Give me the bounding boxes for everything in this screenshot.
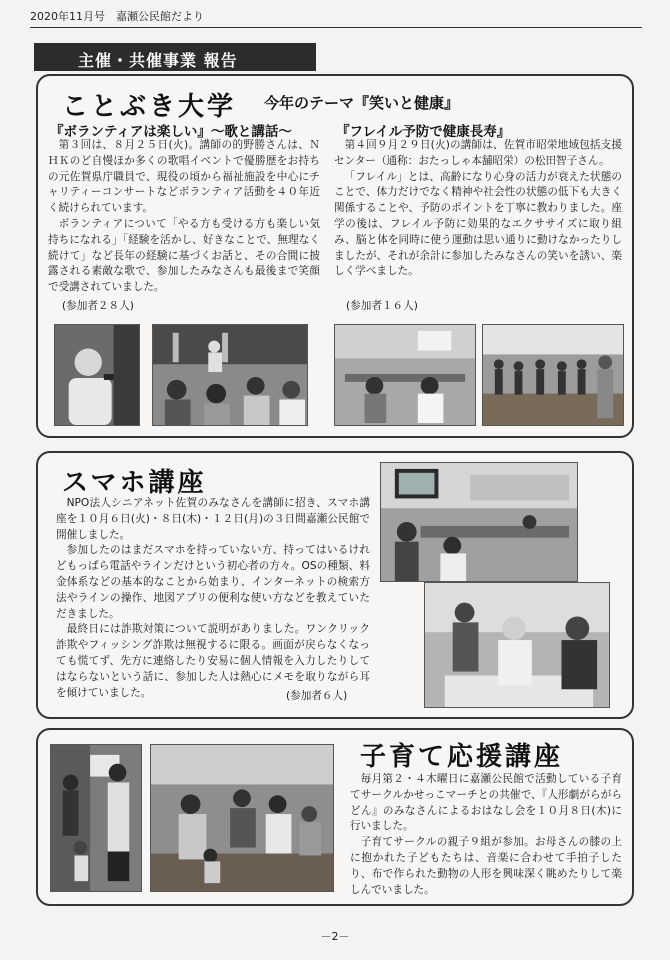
paragraph: 第３回は、８月２５日(火)。講師の的野勝さんは、ＮＨＫのど自慢ほか多くの歌唱イベントで優勝歴をお持ちの元佐賀県庁職員で、現役の頃から福祉施設を中心にチャリティーコンサートなどボランティア活動を４０年近く続けられています。 xyxy=(48,139,320,215)
participant-count: (参加者１６人) xyxy=(346,300,418,312)
section-banner: 主催・共催事業 報告 xyxy=(34,43,316,71)
photo-storytime-audience xyxy=(150,744,334,892)
paragraph: 「フレイル」とは、高齢になり心身の活力が衰えた状態のことで、体力だけでなく精神や社会性の状態の低下も大きく関係することや、予防のポイントを丁寧に教わりました。座学の後は、フレイル予防に効果的なエクササイズに取り組み、脳と体を同時に使う運動は思い通りに動けなかったりしましたが、それが余計に参加したみなさんの笑いを誘い、楽しく学べました。 xyxy=(334,170,622,278)
issue-header: 2020年11月号 嘉瀬公民館だより xyxy=(30,10,204,23)
kosodate-text xyxy=(350,772,622,898)
kotobuki-right-text xyxy=(334,138,622,280)
kosodate-title: 子育て応援講座 xyxy=(360,742,564,772)
page-number: －2－ xyxy=(320,930,350,943)
participant-count: (参加者６人) xyxy=(286,690,348,702)
kotobuki-theme: 今年のテーマ『笑いと健康』 xyxy=(264,94,460,112)
paragraph: 毎月第２・４木曜日に嘉瀬公民館で活動している子育てサークルかせっこマーチとの共催で、『人形劇がらがらどん』のみなさんによるおはなし会を１０月８日(木)に行いました。 xyxy=(350,773,622,833)
participant-count: (参加者２８人) xyxy=(62,300,134,312)
kotobuki-right-heading: 『フレイル予防で健康長寿』 xyxy=(336,124,511,140)
kotobuki-left-heading: 『ボランティアは楽しい』～歌と講話～ xyxy=(50,124,292,140)
photo-smartphone-tutoring xyxy=(424,582,610,708)
smartphone-title: スマホ講座 xyxy=(62,468,207,498)
paragraph: ボランティアについて「やる方も受ける方も楽しい気持ちになれる」「経験を活かし、好きなことで、無理なく続けて」など長年の経験に基づくお話と、その合間に披露される素敵な歌で、参加したみなさんも最後まで笑顔で受講されていました。 xyxy=(48,217,320,294)
kotobuki-title: ことぶき大学 xyxy=(62,92,237,122)
photo-frail-seated xyxy=(334,324,476,426)
kotobuki-left-text xyxy=(48,138,320,296)
paragraph: 最終日には詐欺対策について説明がありました。ワンクリック詐欺やフィッシング詐欺は無視するに限る。画面が戻らなくなっても慌てず、先方に連絡したり安易に個人情報を入力したりしてはならないという話に、参加した人は熱心にメモを取りながら耳を傾けていました。 xyxy=(56,623,370,699)
photo-lecture-audience xyxy=(152,324,308,426)
smartphone-text xyxy=(56,496,370,701)
paragraph: 第４回９月２９日(火)の講師は、佐賀市昭栄地域包括支援センター（通称：おたっしゃ本舗昭栄）の松田智子さん。 xyxy=(334,139,622,167)
photo-storytime-entrance xyxy=(50,744,142,892)
photo-smartphone-room xyxy=(380,462,578,582)
paragraph: NPO法人シニアネット佐賀のみなさんを講師に招き、スマホ講座を１０月６日(火)・８日(木)・１２日(月)の３日間嘉瀬公民館で開催しました。 xyxy=(56,497,370,541)
photo-singer xyxy=(54,324,140,426)
header-rule xyxy=(30,27,642,28)
paragraph: 参加したのはまだスマホを持っていない方、持ってはいるけれどもっぱら電話やラインだけという初心者の方々。OSの種類、料金体系などの基本的なことから始まり、インターネットの検索方法やラインの操作、地図アプリの便利な使い方などを教えていただきました。 xyxy=(56,544,370,620)
paragraph: 子育てサークルの親子９組が参加。お母さんの膝の上に抱かれた子どもたちは、音楽に合わせて手拍子したり、布で作られた動物の人形を興味深く眺めたりして楽しんでいました。 xyxy=(350,836,622,896)
photo-frail-exercise xyxy=(482,324,624,426)
